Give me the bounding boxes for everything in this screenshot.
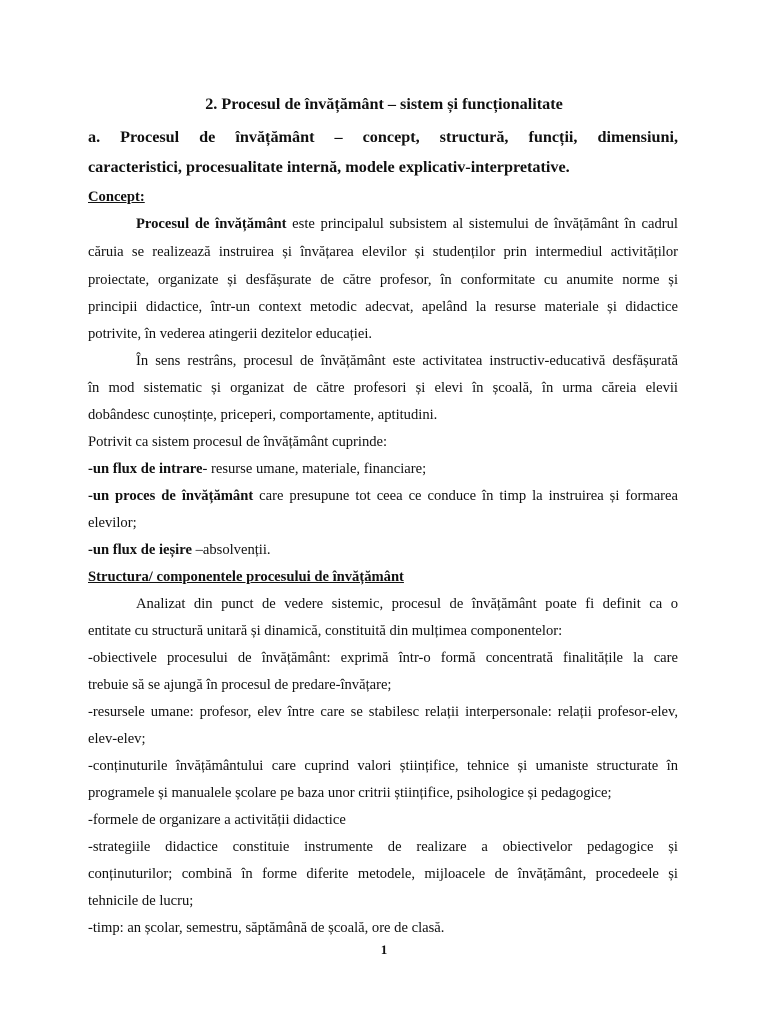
- component-forms: -formele de organizare a activității didactice: [88, 812, 346, 828]
- list-item-text: care presupune tot ceea ce conduce în timp la instruirea și formarea: [253, 488, 679, 504]
- paragraph-1-line-4: principii didactice, într-un context metodic adecvat, apelând la resurse materiale și didactice: [88, 299, 678, 315]
- paragraph-3-line-1: Analizat din punct de vedere sistemic, procesul de învățământ poate fi definit ca o: [136, 596, 678, 612]
- paragraph-3-line-2: entitate cu structură unitară și dinamică, constituită din mulțimea componentelor:: [88, 623, 563, 639]
- component-objectives-line-1: -obiectivele procesului de învățământ: exprimă într-o formă concentrată finalitățile la care: [88, 650, 678, 666]
- system-intro: Potrivit ca sistem procesul de învățământ cuprinde:: [88, 434, 388, 450]
- component-resources-line-2: elev-elev;: [88, 731, 146, 747]
- paragraph-1-line-3: proiectate, organizate și desfășurate de către profesor, în conformitate cu anumite norme și: [88, 272, 678, 288]
- list-item-flux-intrare: [88, 459, 678, 479]
- subsection-title-line-2: caracteristici, procesualitate internă, modele explicativ-interpretative.: [88, 158, 570, 176]
- component-resources-line-1: -resursele umane: profesor, elev între care se stabilesc relații interpersonale: relații profesor-elev,: [88, 704, 678, 720]
- concept-heading: Concept:: [88, 189, 145, 205]
- paragraph-1-text: este principalul subsistem al sistemului de învățământ în cadrul: [286, 216, 678, 232]
- list-item-label: -un flux de intrare: [88, 461, 203, 477]
- paragraph-1-line-2: căruia se realizează instruirea și învățarea elevilor și studenților prin intermediul activităților: [88, 244, 678, 260]
- page-number: 1: [380, 942, 388, 957]
- paragraph-1-line-5: potrivite, în vederea atingerii dezitelor educației.: [88, 326, 373, 342]
- list-item-label: -un flux de ieșire: [88, 542, 192, 558]
- list-item-proces-cont: elevilor;: [88, 515, 137, 531]
- component-strategies-line-1: -strategiile didactice constituie instrumente de realizare a obiectivelor pedagogice și: [88, 839, 678, 855]
- paragraph-2-line-2: în mod sistematic și organizat de către profesori și elevi în școală, în urma căreia elevii: [88, 380, 678, 396]
- list-item-label: -un proces de învățământ: [88, 488, 254, 504]
- list-item-proces: [88, 486, 678, 506]
- component-contents-line-2: programele și manualele școlare pe baza unor critrii științifice, psihologice și pedagogice;: [88, 785, 612, 801]
- component-strategies-line-3: tehnicile de lucru;: [88, 893, 194, 909]
- component-contents-line-1: -conținuturile învățământului care cuprind valori științifice, tehnice și umaniste structurate în: [88, 758, 678, 774]
- structure-heading: Structura/ componentele procesului de învățământ: [88, 569, 404, 585]
- component-strategies-line-2: conținuturilor; combină în forme diferite metodele, mijloacele de învățământ, procedeele și: [88, 866, 678, 882]
- paragraph-2-line-3: dobândesc cunoștințe, priceperi, comportamente, aptitudini.: [88, 407, 438, 423]
- section-title: 2. Procesul de învățământ – sistem și funcționalitate: [205, 95, 563, 113]
- component-objectives-line-2: trebuie să se ajungă în procesul de predare-învățare;: [88, 677, 392, 693]
- subsection-title-line-1: a. Procesul de învățământ – concept, structură, funcții, dimensiuni,: [88, 128, 678, 146]
- term-bold: Procesul de învățământ: [136, 216, 287, 232]
- paragraph-2-line-1: În sens restrâns, procesul de învățământ este activitatea instructiv-educativă desfășurată: [136, 353, 678, 369]
- component-time: -timp: an școlar, semestru, săptămână de școală, ore de clasă.: [88, 920, 445, 936]
- list-item-flux-iesire: [88, 540, 678, 560]
- list-item-text: –absolvenții.: [191, 542, 271, 558]
- paragraph-1-line-1: [136, 214, 678, 234]
- list-item-text: - resurse umane, materiale, financiare;: [202, 461, 427, 477]
